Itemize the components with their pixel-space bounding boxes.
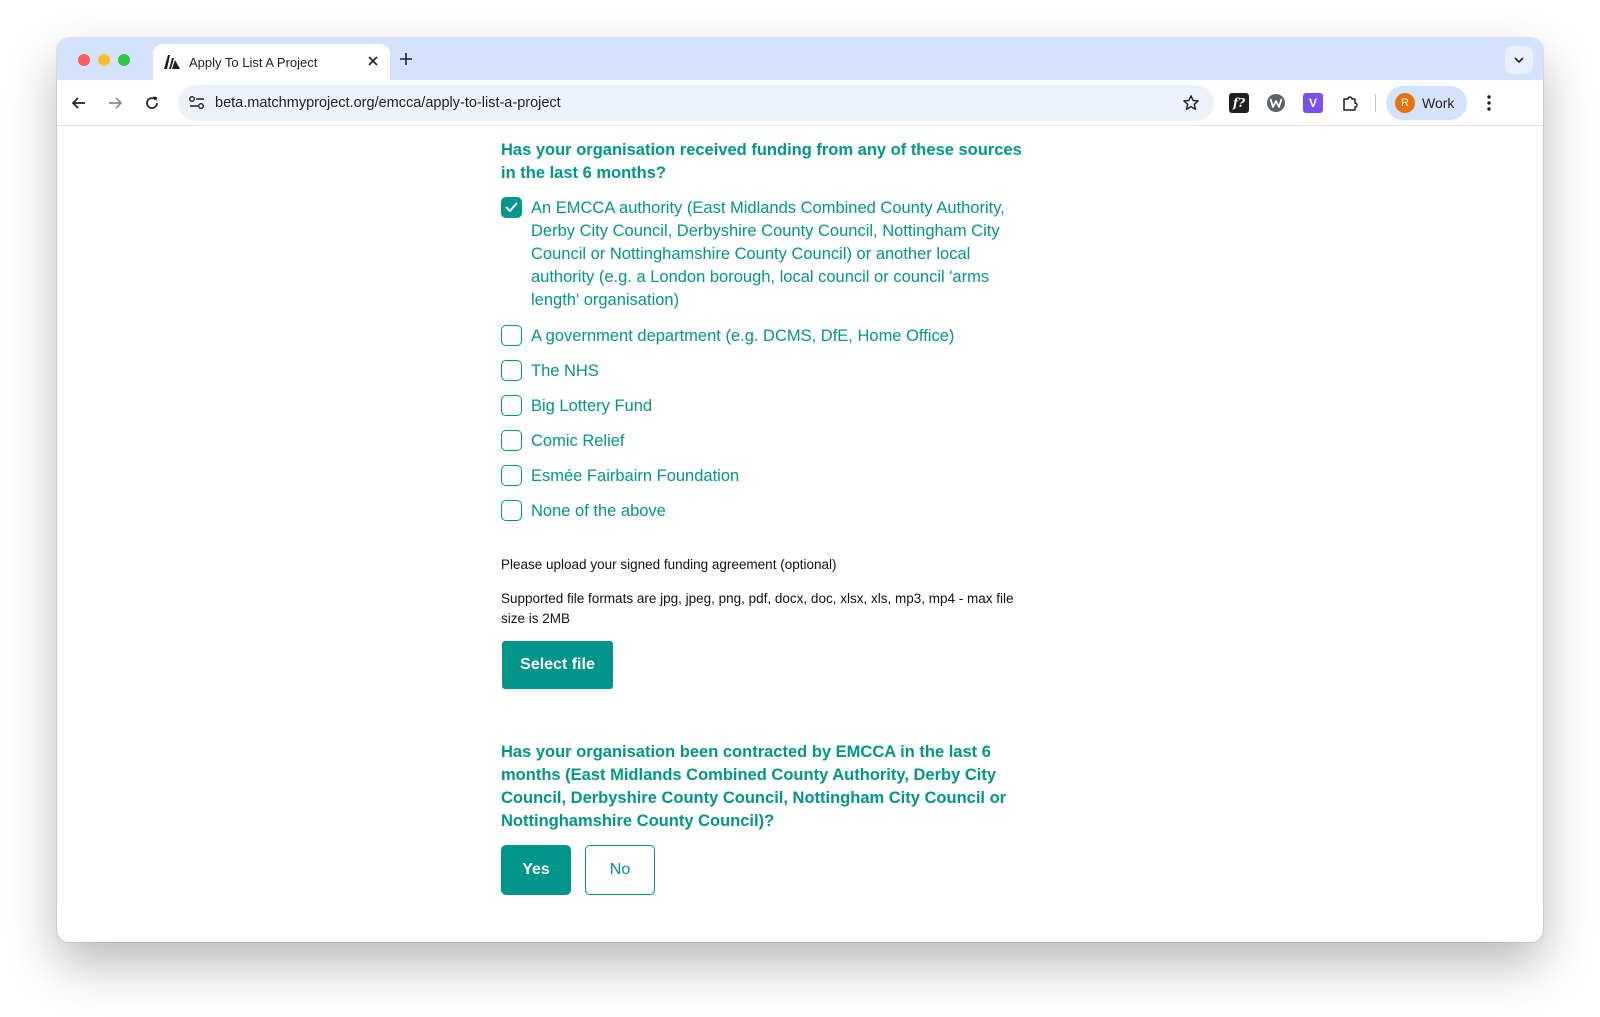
checkbox-unchecked[interactable] <box>501 360 522 381</box>
checkbox-label: Big Lottery Fund <box>531 397 653 415</box>
yes-button[interactable]: Yes <box>501 845 571 895</box>
new-tab-icon[interactable] <box>398 51 414 67</box>
address-bar[interactable] <box>178 85 1214 121</box>
checkbox-unchecked[interactable] <box>501 325 522 346</box>
checkbox-unchecked[interactable] <box>501 465 522 486</box>
tab-strip <box>57 38 1543 80</box>
contract-question: Has your organisation been contracted by EMCCA in the last 6 months (East Midlands Combined County Authority, Derby City Council, Derbyshire County Council, Nottingham City Council or Nottinghamshire County Council)? <box>501 743 1007 830</box>
checkbox-unchecked[interactable] <box>501 430 522 451</box>
no-button[interactable]: No <box>585 845 655 895</box>
checkbox-label: An EMCCA authority (East Midlands Combined County Authority, Derby City Council, Derbyshire County Council, Nottingham City Council or Nottinghamshire County Council) or another local authority (e.g. a London borough, local council or council 'arms length' organisation) <box>531 199 1005 309</box>
tab-title: Apply To List A Project <box>189 55 318 70</box>
minimize-window-button[interactable] <box>98 54 110 66</box>
site-settings-icon[interactable] <box>188 95 206 111</box>
profile-button[interactable] <box>1386 86 1467 120</box>
select-file-button[interactable]: Select file <box>502 641 613 689</box>
chevron-down-icon <box>1513 55 1525 65</box>
funding-question: Has your organisation received funding from any of these sources in the last 6 months? <box>501 141 1022 182</box>
close-window-button[interactable] <box>78 54 90 66</box>
toolbar-divider <box>1375 94 1376 112</box>
wordtune-extension-icon[interactable] <box>1266 93 1286 113</box>
checkbox-unchecked[interactable] <box>501 500 522 521</box>
close-tab-icon[interactable] <box>365 53 381 69</box>
checkbox-label: The NHS <box>531 362 599 380</box>
checkbox-checked[interactable] <box>501 197 522 218</box>
avatar: R <box>1395 93 1415 113</box>
site-logo-icon <box>163 54 181 70</box>
browser-toolbar <box>57 80 1543 126</box>
upload-label: Please upload your signed funding agreement (optional) <box>501 557 837 572</box>
bookmark-star-icon[interactable] <box>1182 94 1200 112</box>
profile-label: Work <box>1422 95 1455 111</box>
checkbox-label: Comic Relief <box>531 432 625 450</box>
v-extension-icon[interactable]: V <box>1303 93 1323 113</box>
maximize-window-button[interactable] <box>118 54 130 66</box>
checkbox-label: Esmée Fairbairn Foundation <box>531 467 740 485</box>
checkbox-unchecked[interactable] <box>501 395 522 416</box>
checkbox-label: None of the above <box>531 502 666 520</box>
browser-window <box>57 38 1543 942</box>
more-options-icon[interactable] <box>1481 93 1497 113</box>
checkbox-label: A government department (e.g. DCMS, DfE, Home Office) <box>531 327 955 345</box>
reload-icon[interactable] <box>143 94 161 112</box>
extensions-puzzle-icon[interactable] <box>1340 93 1360 113</box>
back-arrow-icon[interactable] <box>70 94 88 112</box>
upload-help-text: Supported file formats are jpg, jpeg, png, pdf, docx, doc, xlsx, xls, mp3, mp4 - max file size is 2MB <box>501 591 1014 626</box>
forward-arrow-icon[interactable] <box>106 94 124 112</box>
checkmark-icon <box>504 200 519 215</box>
url-text: beta.matchmyproject.org/emcca/apply-to-list-a-project <box>215 95 561 111</box>
tab-search-button[interactable] <box>1505 46 1533 74</box>
tab-active[interactable] <box>153 44 390 80</box>
page-content <box>57 127 1543 942</box>
fontface-extension-icon[interactable]: f? <box>1229 93 1249 113</box>
